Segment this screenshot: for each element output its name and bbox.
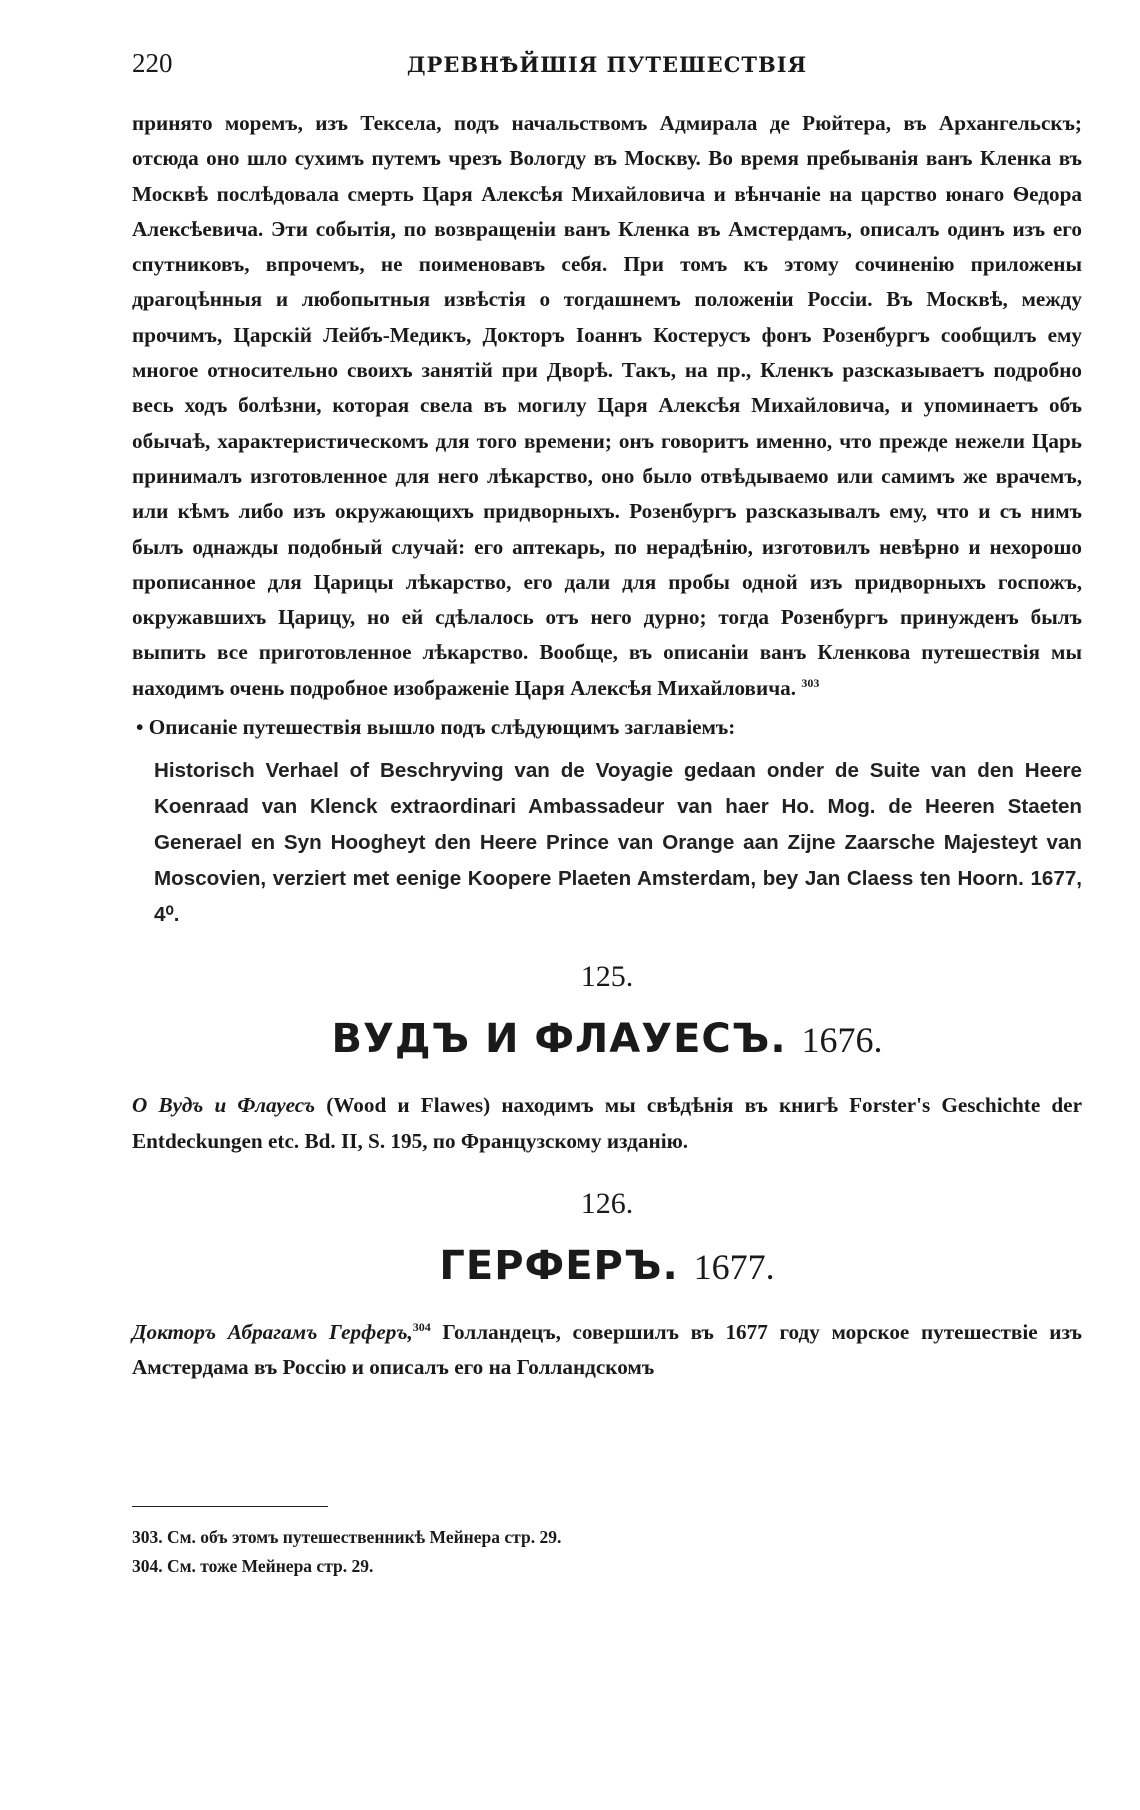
footnote-303: 303. См. объ этомъ путешественникѣ Мейнера стр. 29.	[132, 1527, 562, 1547]
section-125-year: 1676.	[801, 1020, 883, 1061]
section-126-heading	[132, 1243, 1082, 1289]
section-126-paragraph	[132, 1315, 1082, 1386]
section-125-text: (Wood и Flawes) находимъ мы свѣдѣнія въ книгѣ Forster's Geschichte der Entdeckungen etc. Bd. II, S. 195, по Французскому изданію.	[132, 1093, 1082, 1153]
section-125-paragraph	[132, 1088, 1082, 1159]
section-126-year: 1677.	[693, 1246, 775, 1287]
footnote-304: 304. См. тоже Мейнера стр. 29.	[132, 1556, 374, 1576]
section-126-names: Докторъ Абрагамъ Герферъ,	[132, 1319, 413, 1344]
footnotes	[132, 1506, 1082, 1581]
section-125-number: 125.	[580, 960, 634, 994]
footnote-rule	[132, 1506, 328, 1507]
main-paragraph-text: принято моремъ, изъ Тексела, подъ начальствомъ Адмирала де Рюйтера, въ Архангельскъ; отсюда оно шло сухимъ путемъ чрезъ Вологду въ Москву. Во время пребыванія ванъ Кленка въ Москвѣ послѣдовала смерть Царя Алексѣя Михайловича и вѣнчаніе на царство юнаго Ѳедора Алексѣевича. Эти событія, по возвращеніи ванъ Кленка въ Амстердамъ, описалъ одинъ изъ его спутниковъ, впрочемъ, не поименовавъ себя. При томъ къ этому сочиненію приложены драгоцѣнныя и любопытныя извѣстія о тогдашнемъ положеніи Россіи. Въ Москвѣ, между прочимъ, Царскій Лейбъ-Медикъ, Докторъ Іоаннъ Костерусъ фонъ Розенбургъ сообщилъ ему многое относительно своихъ занятій при Дворѣ. Такъ, на пр., Кленкъ разсказываетъ подробно весь ходъ болѣзни, которая свела въ могилу Царя Алексѣя Михайловича, и упоминаетъ объ обычаѣ, характеристическомъ для того времени; онъ говоритъ именно, что прежде нежели Царь принималъ изготовленное для него лѣкарство, оно было отвѣдываемо или самимъ же врачемъ, или кѣмъ либо изъ окружающихъ придворныхъ. Розенбургъ разсказывалъ ему, что и съ нимъ былъ однажды подобный случай: его аптекарь, по нерадѣнію, изготовилъ невѣрно и нехорошо прописанное для Царицы лѣкарство, его дали для пробы одной изъ придворныхъ госпожъ, окружавшихъ Царицу, но ей сдѣлалось отъ него дурно; тогда Розенбургъ принужденъ былъ выпить все приготовленное лѣкарство. Вообще, въ описаніи ванъ Кленкова путешествія мы находимъ очень подробное изображеніе Царя Алексѣя Михайловича.	[132, 111, 1082, 700]
section-125-names: О Вудъ и Флауесъ	[132, 1093, 316, 1118]
section-125-heading	[132, 1016, 1082, 1062]
notice-text: Описаніе путешествія вышло подъ слѣдующимъ заглавіемъ:	[148, 715, 736, 740]
section-125-title: ВУДЪ И ФЛАУЕСЪ.	[331, 1016, 787, 1063]
section-126-number: 126.	[580, 1186, 634, 1220]
running-title: ДРЕВНѢЙШІЯ ПУТЕШЕСТВІЯ	[406, 52, 808, 77]
footnote-ref-303: 303	[801, 675, 820, 690]
page-header	[132, 38, 1082, 78]
book-title: Historisch Verhael of Beschryving van de Voyagie gedaan onder de Suite van den Heere Koenraad van Klenck extraordinari Ambassadeur van haer Ho. Mog. de Heeren Staeten Generael en Syn Hoogheyt den Heere Prince van Orange aan Zijne Zaarsche Majesteyt van Moscovien, verziert met eenige Koopere Plaeten Amsterdam, bey Jan Claess ten Hoorn. 1677, 4⁰.	[154, 759, 1082, 926]
main-paragraph	[132, 106, 1082, 706]
page-number: 220	[132, 48, 173, 78]
section-126-title: ГЕРФЕРЪ.	[439, 1242, 679, 1289]
section-126-text: Голландецъ, совершилъ въ 1677 году морское путешествіе изъ Амстердама въ Россію и описалъ его на Голландскомъ	[132, 1319, 1082, 1380]
notice-line: • Описаніе путешествія вышло подъ слѣдующимъ заглавіемъ:	[136, 715, 736, 740]
main-text	[132, 106, 1082, 1386]
footnote-ref-304: 304	[412, 1319, 431, 1334]
